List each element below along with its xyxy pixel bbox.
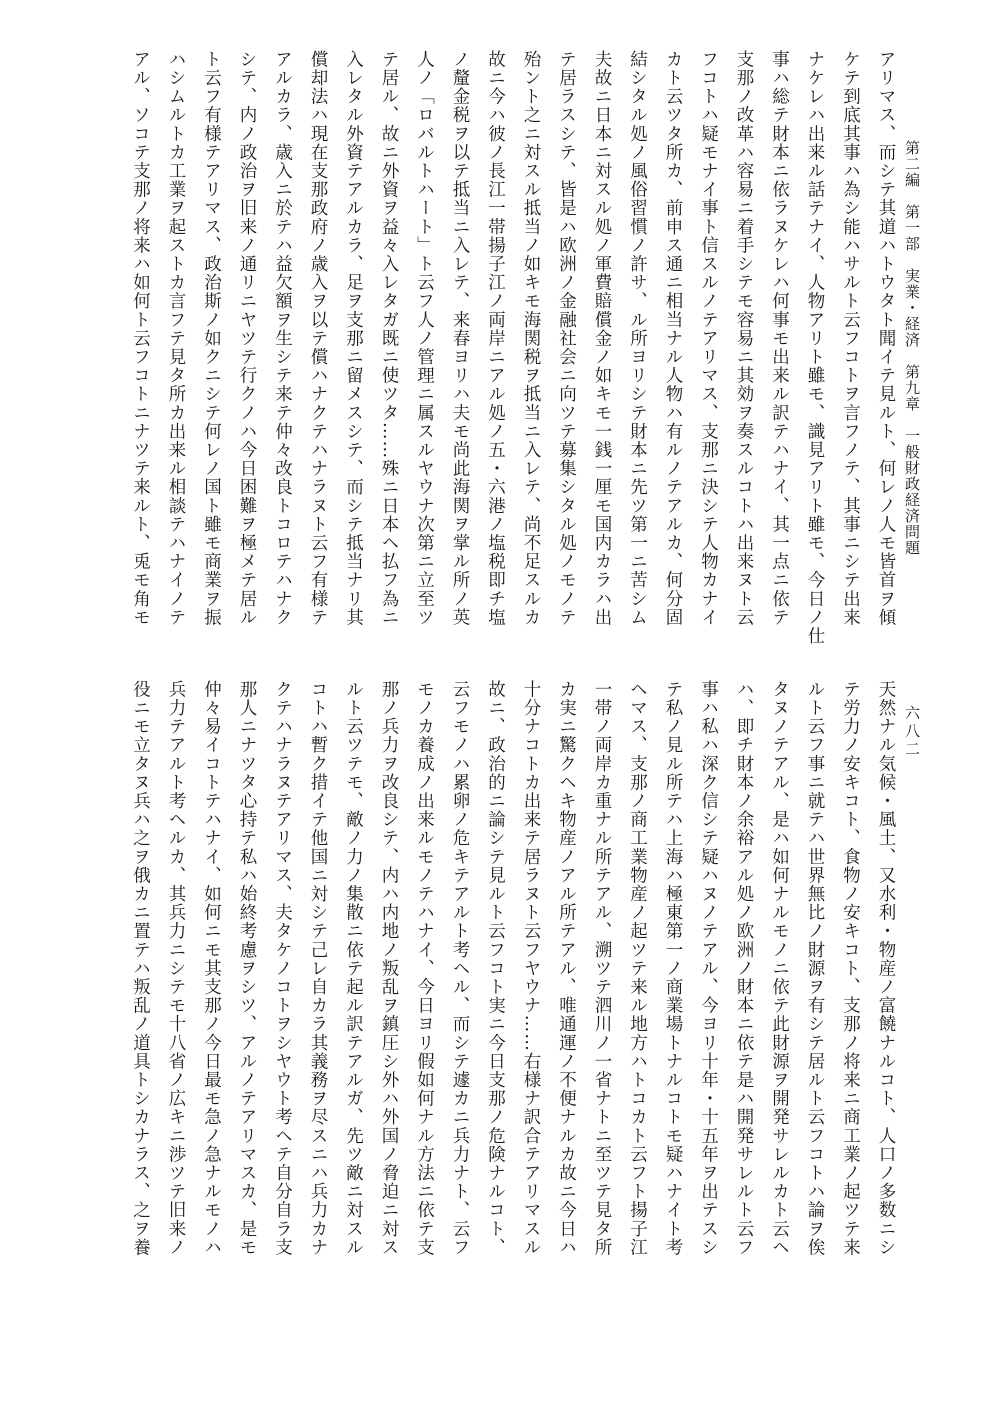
text-line: 事ハ総テ財本ニ依ラヌケレハ何事モ出来ル訳テハナイ、其一点ニ依テ xyxy=(769,50,790,627)
text-line: フコトハ疑モナイ事ト信スルノテアリマス、支那ニ決シテ人物カナイ xyxy=(698,50,719,627)
text-line: 償却法ハ現在支那政府ノ歳入ヲ以テ償ハナクテハナラヌト云フ有様テ xyxy=(308,50,328,627)
running-header: 第二編 第一部 実業・経済 第九章 一般財政経済問題 xyxy=(903,140,921,556)
text-line: 殆ント之ニ対スル抵当ノ如キモ海関税ヲ抵当ニ入レテ、尚不足スルカ xyxy=(521,50,541,627)
text-line: ハ、即チ財本ノ余裕アル処ノ欧洲ノ財本ニ依テ是ハ開発サレルト云フ xyxy=(734,680,754,1257)
text-line: 天然ナル気候・風土、又水利・物産ノ富饒ナルコト、人口ノ多数ニシ xyxy=(876,680,896,1257)
text-line: テ居ラスシテ、皆是ハ欧洲ノ金融社会ニ向ツテ募集シタル処ノモノテ xyxy=(556,50,577,627)
text-line: ルト云ツテモ、敵ノ力ノ集散ニ依テ起ル訳テアルガ、先ツ敵ニ対スル xyxy=(343,680,364,1257)
text-line: アリマス、而シテ其道ハトウタト聞イテ見ルト、何レノ人モ皆首ヲ傾 xyxy=(876,50,896,627)
text-line: 那人ニナツタ心持テ私ハ始終考慮ヲシツ、アルノテアリマスカ、是モ xyxy=(237,680,257,1257)
text-line: コトハ暫ク措イテ他国ニ対シテ己レ自カラ其義務ヲ尽スニハ兵力カナ xyxy=(308,680,328,1257)
text-line: 事ハ私ハ深ク信シテ疑ハヌノテアル、今ヨリ十年・十五年ヲ出テスシ xyxy=(698,680,719,1257)
text-line: 那ノ兵力ヲ改良シテ、内ハ内地ノ叛乱ヲ鎮圧シ外ハ外国ノ脅迫ニ対ス xyxy=(379,680,399,1257)
text-line: クテハナラヌテアリマス、夫タケノコトヲシヤウト考ヘテ自分自ラ支 xyxy=(272,680,293,1257)
page-number: 六八二 xyxy=(903,705,921,759)
text-line: 役ニモ立タヌ兵ハ之ヲ俄カニ置テハ叛乱ノ道具トシカナラス、之ヲ養 xyxy=(130,680,151,1257)
text-line: 故ニ今ハ彼ノ長江一帯揚子江ノ両岸ニアル処ノ五・六港ノ塩税即チ塩 xyxy=(485,50,506,627)
text-line: ハシムルトカ工業ヲ起ストカ言フテ見タ所カ出来ル相談テハナイノテ xyxy=(166,50,186,627)
text-line: 夫故ニ日本ニ対スル処ノ軍費賠償金ノ如キモ一銭一厘モ国内カラハ出 xyxy=(592,50,612,627)
text-line: ルト云フ事ニ就テハ世界無比ノ財源ヲ有シテ居ルト云フコトハ論ヲ俟 xyxy=(805,680,825,1257)
text-line: カト云ツタ所カ、前申ス通ニ相当ナル人物ハ有ルノテアルカ、何分固 xyxy=(663,50,683,627)
text-line: テ居ル、故ニ外資ヲ益々入レタガ既ニ使ツタ……殊ニ日本ヘ払フ為ニ xyxy=(379,50,399,627)
text-line: 仲々易イコトテハナイ、如何ニモ其支那ノ今日最モ急ノ急ナルモノハ xyxy=(201,680,222,1257)
text-line: ケテ到底其事ハ為シ能ハサルト云フコトヲ言フノテ、其事ニシテ出来 xyxy=(840,50,861,627)
text-line: ヘマス、支那ノ商工業物産ノ起ツテ来ル地方ハトコカト云フト揚子江 xyxy=(627,680,648,1257)
text-line: アル、ソコテ支那ノ将来ハ如何ト云フコトニナツテ来ルト、兎モ角モ xyxy=(130,50,151,627)
text-line: 一帯ノ両岸カ重ナル所テアル、溯ツテ泗川ノ一省ナトニ至ツテ見タ所 xyxy=(592,680,612,1257)
text-line: ナケレハ出来ル話テナイ、人物アリト雖モ、識見アリト雖モ、今日ノ仕 xyxy=(805,50,825,646)
text-line: テ労力ノ安キコト、食物ノ安キコト、支那ノ将来ニ商工業ノ起ツテ来 xyxy=(840,680,861,1257)
text-line: カ実ニ驚クヘキ物産ノアル所テアル、唯通運ノ不便ナルカ故ニ今日ハ xyxy=(556,680,577,1257)
text-line: 十分ナコトカ出来テ居ラヌト云フヤウナ……右様ナ訳合テアリマスル xyxy=(521,680,541,1257)
text-line: ト云フ有様テアリマス、政治斯ノ如クニシテ何レノ国ト雖モ商業ヲ振 xyxy=(201,50,222,627)
text-line: 兵力テアルト考ヘルカ、其兵力ニシテモ十八省ノ広キニ渉ツテ旧来ノ xyxy=(166,680,186,1257)
text-line: 結シタル処ノ風俗習慣ノ許サ、ル所ヨリシテ財本ニ先ツ第一ニ苦シム xyxy=(627,50,648,627)
text-line: モノカ養成ノ出来ルモノテハナイ、今日ヨリ假如何ナル方法ニ依テ支 xyxy=(414,680,435,1257)
text-line: テ私ノ見ル所テハ上海ハ極東第一ノ商業場トナルコトモ疑ハナイト考 xyxy=(663,680,683,1257)
text-line: 支那ノ改革ハ容易ニ着手シテモ容易ニ其効ヲ奏スルコトハ出来ヌト云 xyxy=(734,50,754,627)
body-text-upper xyxy=(83,50,903,658)
text-line: ノ釐金税ヲ以テ抵当ニ入レテ、来春ヨリハ夫モ尚此海関ヲ掌ル所ノ英 xyxy=(450,50,470,627)
text-line: アルカラ、歳入ニ於テハ益欠額ヲ生シテ来テ仲々改良トコロテハナク xyxy=(272,50,293,627)
text-line: 云フモノハ累卵ノ危キテアルト考ヘル、而シテ遽カニ兵力ナト、云フ xyxy=(450,680,470,1257)
text-line: シテ、内ノ政治ヲ旧来ノ通リニヤツテ行クノハ今日困難ヲ極メテ居ル xyxy=(237,50,257,627)
text-line: 人ノ「ロバルトハート」ト云フ人ノ管理ニ属スルヤウナ次第ニ立至ツ xyxy=(414,50,435,627)
text-line: 入レタル外資テアルカラ、足ヲ支那ニ留メスシテ、而シテ抵当ナリ其 xyxy=(343,50,364,627)
text-line: 故ニ、政治的ニ論シテ見ルト云フコト実ニ今日支那ノ危険ナルコト、 xyxy=(485,680,506,1257)
text-line: タヌノテアル、是ハ如何ナルモノニ依テ此財源ヲ開発サレルカト云ヘ xyxy=(769,680,790,1257)
body-text-lower xyxy=(83,680,903,1320)
